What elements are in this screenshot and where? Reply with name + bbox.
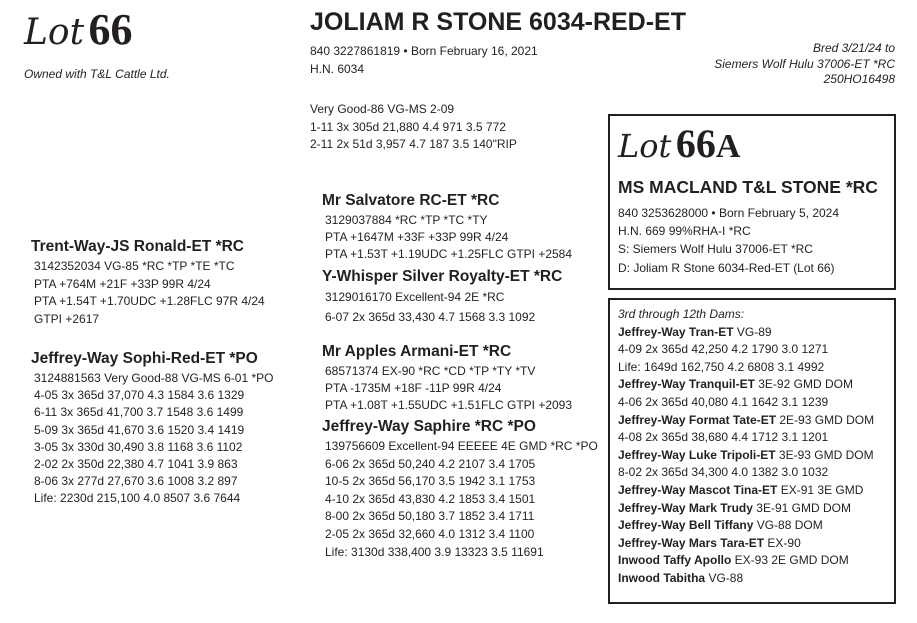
pedigree-salvatore (322, 192, 572, 264)
lactation-row: 8-00 2x 365d 50,180 3.7 1852 3.4 1711 (325, 509, 535, 524)
bull-name: JOLIAM R STONE 6034-RED-ET (310, 8, 687, 36)
lifetime-row: Life: 3130d 338,400 3.9 13323 3.5 11691 (325, 544, 544, 559)
lot-66a-label (618, 120, 740, 167)
dams-heading: 3rd through 12th Dams: (618, 307, 745, 321)
animal-line: 3129016170 Excellent-94 2E *RC (325, 290, 505, 304)
dam-entry: 4-09 2x 365d 42,250 4.2 1790 3.0 1271 (618, 342, 829, 357)
dam-entry: Jeffrey-Way Luke Tripoli-ET 3E-93 GMD DOM (618, 447, 874, 462)
pedigree-trent (31, 238, 265, 329)
animal-line: 3124881563 Very Good-88 VG-MS 6-01 *PO (34, 371, 274, 385)
dam-entry: Jeffrey-Way Tranquil-ET 3E-92 GMD DOM (618, 377, 853, 392)
lactation-row: 8-06 3x 277d 27,670 3.6 1008 3.2 897 (34, 474, 238, 489)
lactation-row: 3-05 3x 330d 30,490 3.8 1168 3.6 1102 (34, 439, 243, 454)
lot-66a-sire: S: Siemers Wolf Hulu 37006-ET *RC (618, 242, 813, 257)
lactation-row: 5-09 3x 365d 41,670 3.6 1520 3.4 1419 (34, 422, 245, 437)
lot-66a-box (608, 114, 896, 290)
bull-hn: H.N. 6034 (310, 61, 365, 76)
animal-line: PTA -1735M +18F -11P 99R 4/24 (325, 381, 502, 396)
animal-line: 3129037884 *RC *TP *TC *TY (325, 213, 488, 227)
pedigree-sophi (31, 350, 273, 508)
bull-records (310, 101, 517, 154)
pedigree-saphire (322, 418, 598, 561)
lot-66a-line: H.N. 669 99%RHA-I *RC (618, 224, 751, 239)
lactation-row: 4-05 3x 365d 37,070 4.3 1584 3.6 1329 (34, 388, 245, 403)
animal-line: PTA +764M +21F +33P 99R 4/24 (34, 276, 211, 291)
lot-number (676, 121, 741, 166)
dam-entry: Jeffrey-Way Bell Tiffany VG-88 DOM (618, 518, 823, 533)
bred-code: 250HO16498 (823, 72, 895, 86)
owner-note: Owned with T&L Cattle Ltd. (24, 67, 170, 81)
animal-name: Mr Apples Armani-ET *RC (322, 343, 512, 360)
record-classification: Very Good-86 VG-MS 2-09 (310, 102, 455, 116)
lot-word: Lot (24, 12, 85, 53)
dam-entry: Life: 1649d 162,750 4.2 6808 3.1 4992 (618, 359, 825, 374)
animal-name: Jeffrey-Way Sophi-Red-ET *PO (31, 350, 258, 367)
lot-number-suffix: A (715, 128, 741, 165)
dam-entry: Inwood Tabitha VG-88 (618, 570, 744, 585)
lot-word: Lot (618, 127, 672, 165)
lactation-row: 6-07 2x 365d 33,430 4.7 1568 3.3 1092 (325, 309, 536, 324)
dams-list (618, 306, 874, 588)
dam-entry: Jeffrey-Way Format Tate-ET 2E-93 GMD DOM (618, 412, 875, 427)
pedigree-whisper (322, 268, 562, 327)
dam-entry: 4-06 2x 365d 40,080 4.1 1642 3.1 1239 (618, 394, 829, 409)
lot-66a-info (618, 204, 839, 277)
animal-line: PTA +1647M +33F +33P 99R 4/24 (325, 230, 509, 245)
animal-line: 68571374 EX-90 *RC *CD *TP *TY *TV (325, 364, 536, 378)
dam-entry: Inwood Taffy Apollo EX-93 2E GMD DOM (618, 553, 849, 568)
animal-line: PTA +1.53T +1.19UDC +1.25FLC GTPI +2584 (325, 247, 573, 262)
animal-line: 139756609 Excellent-94 EEEEE 4E GMD *RC *PO (325, 439, 598, 453)
animal-line: GTPI +2617 (34, 312, 100, 327)
animal-name: Jeffrey-Way Saphire *RC *PO (322, 418, 536, 435)
dam-entry: Jeffrey-Way Mascot Tina-ET EX-91 3E GMD (618, 482, 864, 497)
lactation-row: 6-06 2x 365d 50,240 4.2 2107 3.4 1705 (325, 456, 536, 471)
lot-66a-name: MS MACLAND T&L STONE *RC (618, 177, 878, 197)
dam-entry: Jeffrey-Way Mars Tara-ET EX-90 (618, 535, 801, 550)
lactation-row: 2-05 2x 365d 32,660 4.0 1312 3.4 1100 (325, 526, 535, 541)
lot-label (24, 4, 133, 55)
lifetime-row: Life: 2230d 215,100 4.0 8507 3.6 7644 (34, 491, 241, 506)
animal-name: Trent-Way-JS Ronald-ET *RC (31, 238, 244, 255)
animal-name: Mr Salvatore RC-ET *RC (322, 192, 500, 209)
animal-name: Y-Whisper Silver Royalty-ET *RC (322, 268, 563, 285)
lactation-row: 4-10 2x 365d 43,830 4.2 1853 3.4 1501 (325, 491, 536, 506)
animal-line: PTA +1.08T +1.55UDC +1.51FLC GTPI +2093 (325, 398, 573, 413)
lactation-row: 6-11 3x 365d 41,700 3.7 1548 3.6 1499 (34, 405, 244, 420)
pedigree-apples (322, 343, 572, 415)
bred-info (714, 41, 895, 88)
lactation-row: 2-02 2x 350d 22,380 4.7 1041 3.9 863 (34, 457, 238, 472)
dams-box (608, 298, 896, 604)
dam-entry: Jeffrey-Way Tran-ET VG-89 (618, 324, 772, 339)
bred-sire: Siemers Wolf Hulu 37006-ET *RC (714, 56, 895, 71)
bull-info-line: 840 3227861819 • Born February 16, 2021 (310, 44, 538, 58)
lot-66a-line: 840 3253628000 • Born February 5, 2024 (618, 206, 840, 220)
animal-line: PTA +1.54T +1.70UDC +1.28FLC 97R 4/24 (34, 294, 265, 309)
lot-number-digits: 66 (675, 121, 716, 166)
bull-info (310, 44, 538, 76)
record-row: 2-11 2x 51d 3,957 4.7 187 3.5 140"RIP (310, 137, 517, 151)
dam-entry: 8-02 2x 365d 34,300 4.0 1382 3.0 1032 (618, 465, 829, 480)
record-row: 1-11 3x 305d 21,880 4.4 971 3.5 772 (310, 119, 506, 134)
dam-entry: Jeffrey-Way Mark Trudy 3E-91 GMD DOM (618, 500, 851, 515)
lactation-row: 10-5 2x 365d 56,170 3.5 1942 3.1 1753 (325, 474, 536, 489)
animal-line: 3142352034 VG-85 *RC *TP *TE *TC (34, 259, 235, 273)
lot-number: 66 (88, 5, 133, 54)
bred-line: Bred 3/21/24 to (812, 41, 895, 55)
dam-entry: 4-08 2x 365d 38,680 4.4 1712 3.1 1201 (618, 430, 829, 445)
lot-66a-dam: D: Joliam R Stone 6034-Red-ET (Lot 66) (618, 260, 835, 275)
